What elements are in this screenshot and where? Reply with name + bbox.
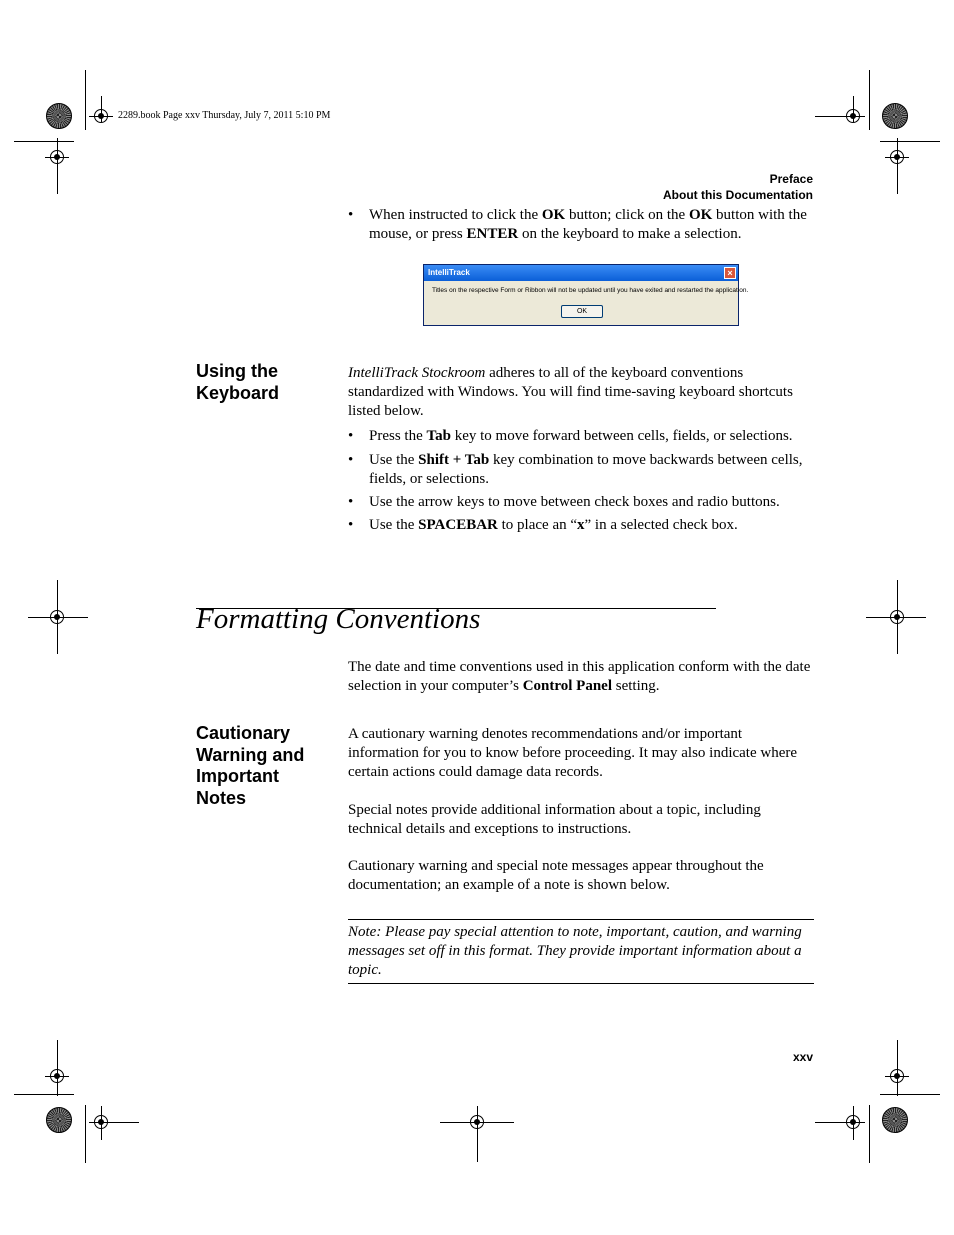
note-rule-bottom xyxy=(348,983,814,984)
formatting-paragraph: The date and time conventions used in this application conform with the date selection in your computer’s Control Panel setting. xyxy=(348,659,811,694)
registration-star-icon xyxy=(882,1107,908,1133)
list-item: • Use the Shift + Tab key combination to move backwards between cells, fields, or selections. xyxy=(348,452,803,487)
list-item: • When instructed to click the OK button; click on the OK button with the mouse, or press ENTER on the keyboard to make a selection. xyxy=(348,207,807,242)
registration-star-icon xyxy=(46,103,72,129)
note-box: Note: Please pay special attention to note, important, caution, and warning messages set off in this format. They provide important information about a topic. xyxy=(348,924,802,978)
ok-button[interactable]: OK xyxy=(561,305,603,318)
cautionary-paragraph-3: Cautionary warning and special note messages appear throughout the documentation; an example of a note is shown below. xyxy=(348,858,764,893)
section-heading-keyboard: Using the Keyboard xyxy=(196,361,280,403)
section-heading-cautionary: Cautionary Warning and Important Notes xyxy=(196,723,305,808)
page-title: Formatting Conventions xyxy=(196,603,481,635)
keyboard-intro: IntelliTrack Stockroom adheres to all of the keyboard conventions standardized with Windows. You will find time-saving keyboard shortcuts listed below. xyxy=(348,365,793,419)
list-item: • Use the SPACEBAR to place an “x” in a selected check box. xyxy=(348,517,738,533)
list-item: • Press the Tab key to move forward between cells, fields, or selections. xyxy=(348,428,793,444)
running-header-chapter: Preface xyxy=(769,172,813,186)
registration-star-icon xyxy=(882,103,908,129)
registration-star-icon xyxy=(46,1107,72,1133)
cautionary-paragraph-2: Special notes provide additional information about a topic, including technical details and exceptions to instructions. xyxy=(348,802,761,837)
dialog-message: Titles on the respective Form or Ribbon will not be updated until you have exited and restarted the application. xyxy=(432,287,749,294)
print-slug: 2289.book Page xxv Thursday, July 7, 2011 5:10 PM xyxy=(118,110,331,121)
message-dialog-screenshot xyxy=(423,264,749,326)
list-item: • Use the arrow keys to move between check boxes and radio buttons. xyxy=(348,494,780,510)
running-header-section: About this Documentation xyxy=(663,188,813,202)
page-number: xxv xyxy=(792,1050,813,1064)
dialog-title: IntelliTrack xyxy=(424,265,738,281)
note-rule-top xyxy=(348,919,814,920)
close-icon[interactable]: × xyxy=(724,267,736,279)
cautionary-paragraph-1: A cautionary warning denotes recommendations and/or important information for you to know before proceeding. It may also indicate where certain actions could damage data records. xyxy=(348,726,798,780)
